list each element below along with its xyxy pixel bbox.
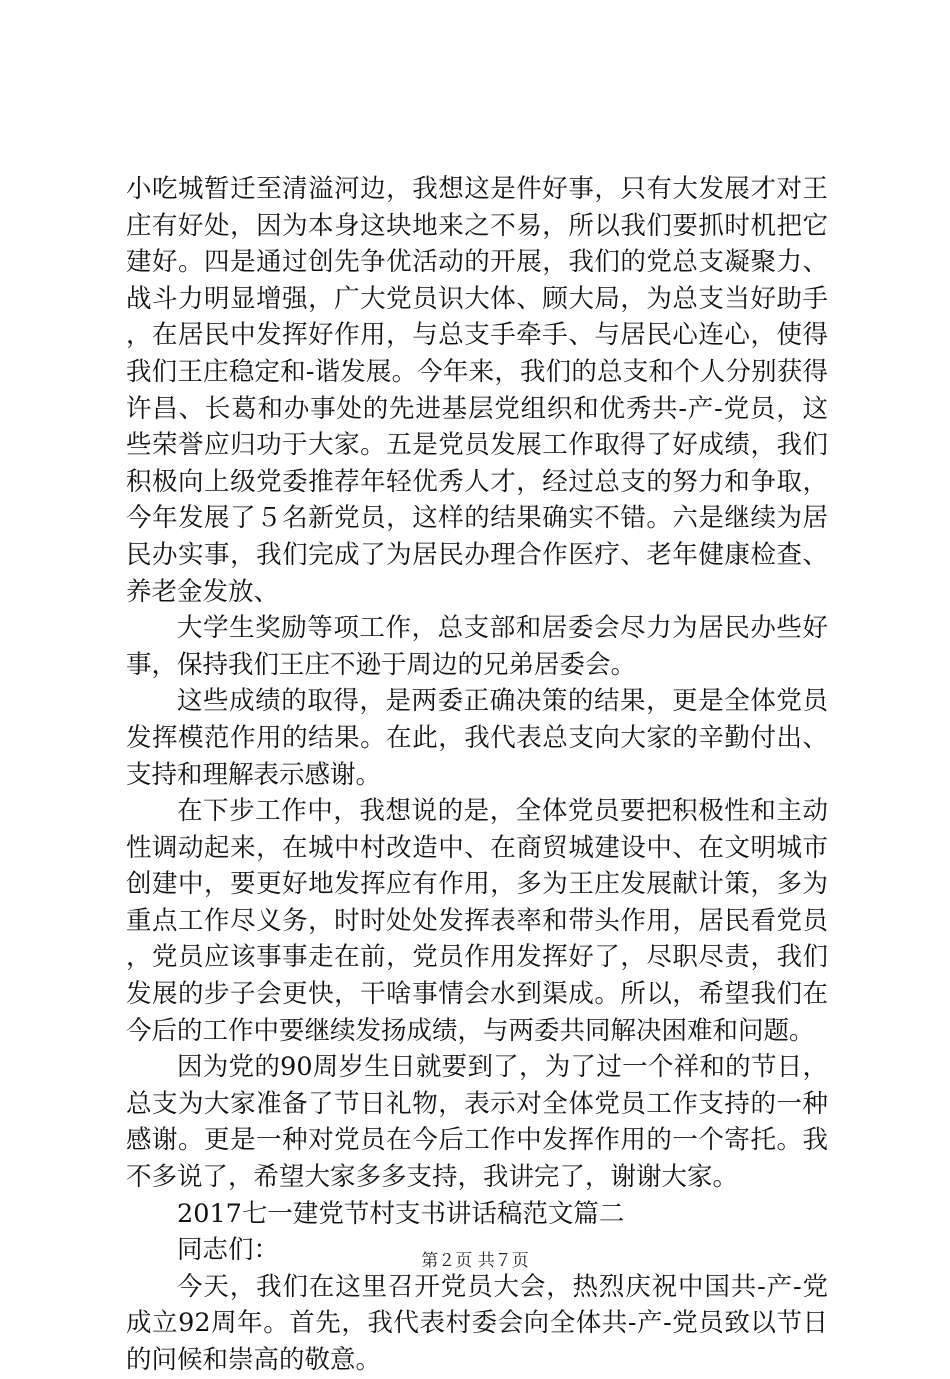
- paragraph: 这些成绩的取得，是两委正确决策的结果，更是全体党员发挥模范作用的结果。在此，我代表总支向大家的辛勤付出、支持和理解表示感谢。: [126, 686, 828, 790]
- page-number-footer: 第２页 共７页: [421, 1251, 529, 1271]
- paragraph: 今天，我们在这里召开党员大会，热烈庆祝中国共-产-党成立92周年。首先，我代表村委会向全体共-产-党员致以节日的问候和崇高的敬意。: [126, 1271, 828, 1375]
- paragraph: 因为党的90周岁生日就要到了，为了过一个祥和的节日，总支为大家准备了节日礼物，表示对全体党员工作支持的一种感谢。更是一种对党员在今后工作中发挥作用的一个寄托。我不多说了，希望大家多多支持，我讲完了，谢谢大家。: [126, 1052, 828, 1193]
- paragraph: 大学生奖励等项工作，总支部和居委会尽力为居民办些好事，保持我们王庄不逊于周边的兄弟居委会。: [126, 613, 828, 680]
- document-body: [126, 171, 828, 1379]
- paragraph: 在下步工作中，我想说的是，全体党员要把积极性和主动性调动起来，在城中村改造中、在商贸城建设中、在文明城市创建中，要更好地发挥应有作用，多为王庄发展献计策，多为重点工作尽义务，时时处处发挥表率和带头作用，居民看党员，党员应该事事走在前，党员作用发挥好了，尽职尽责，我们发展的步子会更快，干啥事情会水到渠成。所以，希望我们在今后的工作中要继续发扬成绩，与两委共同解决困难和问题。: [126, 796, 828, 1046]
- section-heading: 2017七一建党节村支书讲话稿范文篇二: [177, 1198, 625, 1229]
- salutation: 同志们：: [177, 1235, 280, 1266]
- paragraph-continuation: 小吃城暂迁至清溢河边，我想这是件好事，只有大发展才对王庄有好处，因为本身这块地来之不易，所以我们要抓时机把它建好。四是通过创先争优活动的开展，我们的党总支凝聚力、战斗力明显增强，广大党员识大体、顾大局，为总支当好助手，在居民中发挥好作用，与总支手牵手、与居民心连心，使得我们王庄稳定和-谐发展。今年来，我们的总支和个人分别获得许昌、长葛和办事处的先进基层党组织和优秀共-产-党员，这些荣誉应归功于大家。五是党员发展工作取得了好成绩，我们积极向上级党委推荐年轻优秀人才，经过总支的努力和争取，今年发展了５名新党员，这样的结果确实不错。六是继续为居民办实事，我们完成了为居民办理合作医疗、老年健康检查、养老金发放、: [126, 174, 828, 607]
